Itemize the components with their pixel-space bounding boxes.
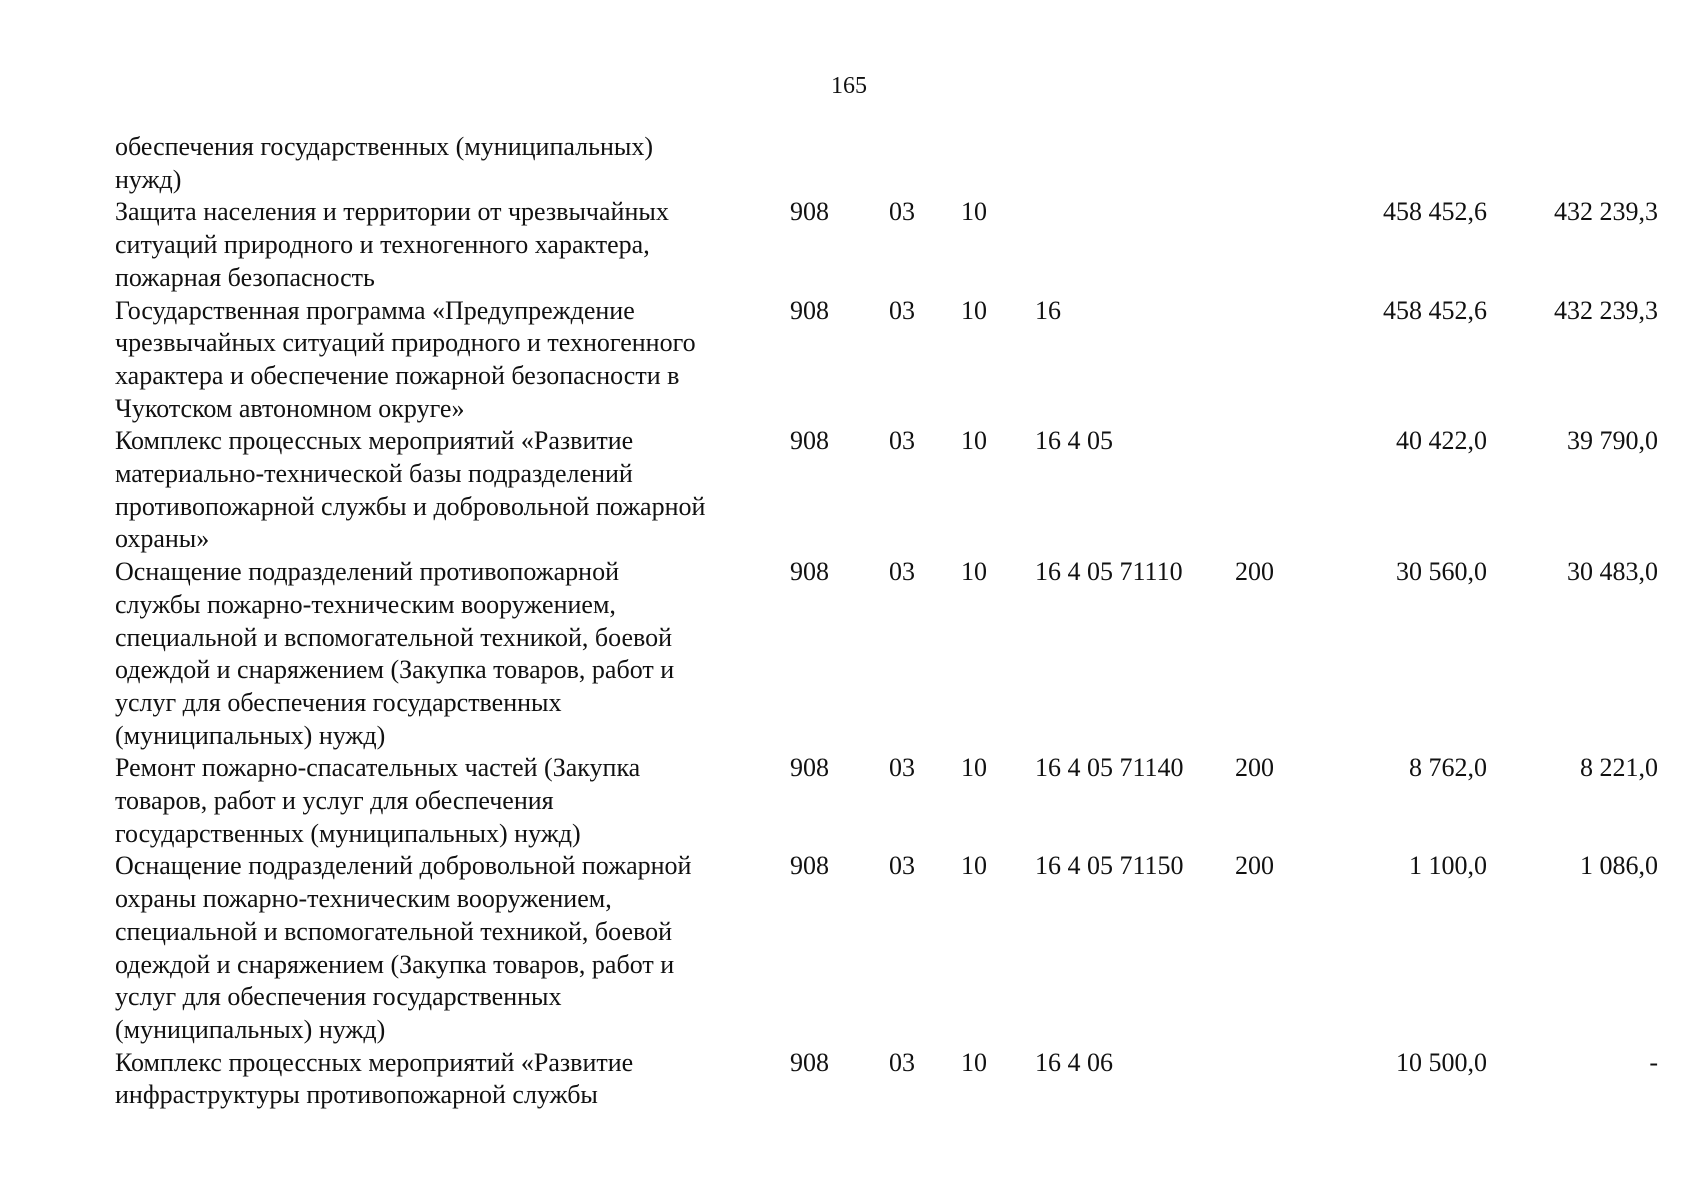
description-line: противопожарной службы и добровольной пожарной (115, 491, 706, 521)
description-line: материально-технической базы подразделений (115, 459, 633, 489)
budget-table (115, 131, 1675, 1112)
subsection-code: 10 (961, 753, 987, 783)
description-line: (муниципальных) нужд) (115, 720, 386, 750)
description-line: обеспечения государственных (муниципальных) (115, 132, 654, 161)
subsection-code: 10 (961, 557, 987, 587)
section-code: 03 (889, 295, 915, 325)
description-line: нужд) (115, 164, 182, 194)
sum-year-2: 30 483,0 (1567, 557, 1658, 587)
subsection-code: 10 (961, 197, 987, 227)
description-line: Оснащение подразделений противопожарной (115, 557, 620, 587)
row-description (115, 1047, 795, 1112)
sum-year-1: 1 100,0 (1409, 851, 1487, 881)
description-line: Чукотском автономном округе» (115, 393, 465, 423)
table-row (115, 295, 1675, 426)
target-article-code: 16 4 05 71150 (1035, 851, 1184, 881)
section-code: 03 (889, 753, 915, 783)
subsection-code: 10 (961, 1047, 987, 1077)
sum-year-2: 432 239,3 (1554, 295, 1658, 325)
description-line: услуг для обеспечения государственных (115, 687, 562, 717)
sum-year-2: - (1649, 1047, 1658, 1077)
section-code: 03 (889, 197, 915, 227)
ministry-code: 908 (790, 851, 829, 881)
row-description (115, 850, 795, 1046)
ministry-code: 908 (790, 197, 829, 227)
section-code: 03 (889, 426, 915, 456)
ministry-code: 908 (790, 295, 829, 325)
section-code: 03 (889, 851, 915, 881)
description-line: инфраструктуры противопожарной службы (115, 1080, 598, 1110)
target-article-code: 16 4 05 71140 (1035, 753, 1184, 783)
table-row (115, 131, 1675, 196)
sum-year-1: 8 762,0 (1409, 753, 1487, 783)
row-description (115, 425, 795, 556)
sum-year-2: 8 221,0 (1580, 753, 1658, 783)
ministry-code: 908 (790, 1047, 829, 1077)
ministry-code: 908 (790, 753, 829, 783)
description-line: Комплекс процессных мероприятий «Развитие (115, 1047, 634, 1077)
description-line: Ремонт пожарно-спасательных частей (Закупка (115, 753, 641, 783)
sum-year-2: 432 239,3 (1554, 197, 1658, 227)
sum-year-1: 30 560,0 (1396, 557, 1487, 587)
ministry-code: 908 (790, 426, 829, 456)
row-description (115, 295, 795, 426)
sum-year-2: 1 086,0 (1580, 851, 1658, 881)
row-description (115, 752, 795, 850)
table-row (115, 1047, 1675, 1112)
expense-type-code: 200 (1235, 851, 1274, 881)
target-article-code: 16 (1035, 295, 1061, 325)
section-code: 03 (889, 557, 915, 587)
sum-year-1: 458 452,6 (1383, 197, 1487, 227)
page-number: 165 (831, 73, 867, 99)
row-description (115, 196, 795, 294)
description-line: специальной и вспомогательной техникой, боевой (115, 622, 673, 652)
expense-type-code: 200 (1235, 557, 1274, 587)
description-line: товаров, работ и услуг для обеспечения (115, 786, 554, 816)
table-row (115, 752, 1675, 850)
table-row (115, 850, 1675, 1046)
subsection-code: 10 (961, 295, 987, 325)
description-line: государственных (муниципальных) нужд) (115, 818, 581, 848)
description-line: пожарная безопасность (115, 262, 375, 292)
sum-year-1: 40 422,0 (1396, 426, 1487, 456)
description-line: Оснащение подразделений добровольной пожарной (115, 851, 692, 881)
target-article-code: 16 4 06 (1035, 1047, 1113, 1077)
description-line: ситуаций природного и техногенного характера, (115, 230, 650, 260)
description-line: характера и обеспечение пожарной безопасности в (115, 360, 680, 390)
description-line: одеждой и снаряжением (Закупка товаров, работ и (115, 949, 675, 979)
description-line: специальной и вспомогательной техникой, боевой (115, 916, 673, 946)
table-row (115, 425, 1675, 556)
section-code: 03 (889, 1047, 915, 1077)
sum-year-1: 10 500,0 (1396, 1047, 1487, 1077)
ministry-code: 908 (790, 557, 829, 587)
description-line: (муниципальных) нужд) (115, 1014, 386, 1044)
row-description (115, 131, 795, 196)
table-row (115, 556, 1675, 752)
target-article-code: 16 4 05 (1035, 426, 1113, 456)
row-description (115, 556, 795, 752)
description-line: Защита населения и территории от чрезвычайных (115, 197, 669, 227)
description-line: службы пожарно-техническим вооружением, (115, 589, 616, 619)
description-line: Государственная программа «Предупреждение (115, 295, 635, 325)
description-line: одеждой и снаряжением (Закупка товаров, работ и (115, 655, 675, 685)
description-line: охраны» (115, 524, 210, 554)
table-row (115, 196, 1675, 294)
description-line: Комплекс процессных мероприятий «Развитие (115, 426, 634, 456)
target-article-code: 16 4 05 71110 (1035, 557, 1183, 587)
subsection-code: 10 (961, 851, 987, 881)
description-line: услуг для обеспечения государственных (115, 982, 562, 1012)
description-line: охраны пожарно-техническим вооружением, (115, 884, 612, 914)
sum-year-1: 458 452,6 (1383, 295, 1487, 325)
description-line: чрезвычайных ситуаций природного и техногенного (115, 328, 696, 358)
subsection-code: 10 (961, 426, 987, 456)
sum-year-2: 39 790,0 (1567, 426, 1658, 456)
expense-type-code: 200 (1235, 753, 1274, 783)
